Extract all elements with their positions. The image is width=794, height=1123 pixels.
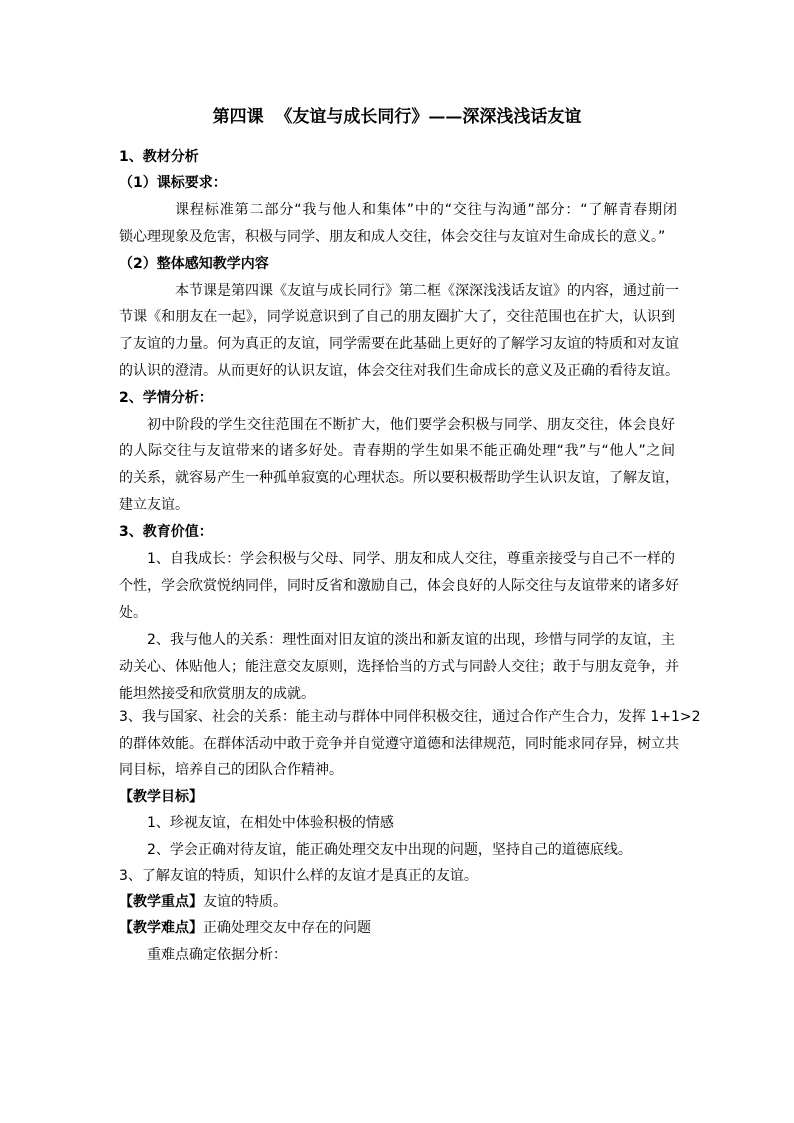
section-heading-educational-value: 3、教育价值： [119, 524, 213, 540]
paragraph-line: 同目标，培养自己的团队合作精神。 [119, 762, 343, 778]
teaching-focus-line [119, 891, 287, 913]
paragraph-line: 的认识的澄清。从而更好的认识友谊，体会交往对我们生命成长的意义及正确的看待友谊。 [119, 363, 679, 379]
goal-item: 2、学会正确对待友谊，能正确处理交友中出现的问题，坚持自己的道德底线。 [147, 842, 632, 858]
paragraph-line: 处。 [119, 605, 147, 621]
paragraph-line: 的群体效能。在群体活动中敢于竞争并自觉遵守道德和法律规范，同时能求同存异，树立共 [119, 736, 679, 752]
paragraph-line: 能坦然接受和欣赏朋友的成就。 [119, 686, 315, 702]
paragraph-line: 建立友谊。 [119, 497, 189, 513]
paragraph-line: 课程标准第二部分“我与他人和集体”中的“交往与沟通”部分：“了解青春期闭 [175, 202, 677, 218]
basis-analysis-line: 重难点确定依据分析： [147, 947, 287, 963]
paragraph-line: 3、我与国家、社会的关系：能主动与群体中同伴积极交往，通过合作产生合力，发挥 1+1>2 [119, 709, 701, 725]
paragraph-line: 锁心理现象及危害，积极与同学、朋友和成人交往，体会交往与友谊对生命成长的意义。” [119, 229, 666, 245]
teaching-difficulty-label: 【教学难点】 [119, 920, 203, 936]
paragraph-line: 了友谊的力量。何为真正的友谊，同学需要在此基础上更好的了解学习友谊的特质和对友谊 [119, 336, 679, 352]
teaching-difficulty-line [119, 917, 371, 939]
section-heading-teaching-goals: 【教学目标】 [119, 789, 203, 805]
paragraph-line: 2、我与他人的关系：理性面对旧友谊的淡出和新友谊的出现，珍惜与同学的友谊，主 [147, 632, 675, 648]
teaching-focus-label: 【教学重点】 [119, 894, 203, 910]
subheading-teaching-content: （2）整体感知教学内容 [119, 256, 269, 272]
paragraph-line: 动关心、体贴他人；能注意交友原则，选择恰当的方式与同龄人交往；敢于与朋友竞争，并 [119, 659, 679, 675]
teaching-focus-text: 友谊的特质。 [203, 894, 287, 910]
paragraph-line: 初中阶段的学生交往范围在不断扩大，他们要学会积极与同学、朋友交往，体会良好 [147, 417, 675, 433]
section-heading-learner-analysis: 2、学情分析： [119, 390, 213, 406]
paragraph-line: 的人际交往与友谊带来的诸多好处。青春期的学生如果不能正确处理“我”与“他人”之间 [119, 443, 675, 459]
section-heading-textbook-analysis: 1、教材分析 [119, 149, 199, 165]
paragraph-line: 本节课是第四课《友谊与成长同行》第二框《深深浅浅话友谊》的内容，通过前一 [175, 283, 679, 299]
paragraph-line: 节课《和朋友在一起》，同学说意识到了自己的朋友圈扩大了，交往范围也在扩大，认识到 [119, 309, 675, 325]
goal-item: 3、了解友谊的特质，知识什么样的友谊才是真正的友谊。 [119, 868, 478, 884]
page-title: 第四课 《友谊与成长同行》——深深浅浅话友谊 [212, 107, 582, 127]
paragraph-line: 1、自我成长：学会积极与父母、同学、朋友和成人交往，尊重亲接受与自己不一样的 [147, 551, 675, 567]
paragraph-line: 的关系，就容易产生一种孤单寂寞的心理状态。所以要积极帮助学生认识友谊，了解友谊， [119, 470, 679, 486]
teaching-difficulty-text: 正确处理交友中存在的问题 [203, 920, 371, 936]
paragraph-line: 个性，学会欣赏悦纳同伴，同时反省和激励自己，体会良好的人际交往与友谊带来的诸多好 [119, 578, 679, 594]
goal-item: 1、珍视友谊，在相处中体验积极的情感 [147, 815, 394, 831]
subheading-curriculum-requirements: （1）课标要求： [119, 175, 227, 191]
